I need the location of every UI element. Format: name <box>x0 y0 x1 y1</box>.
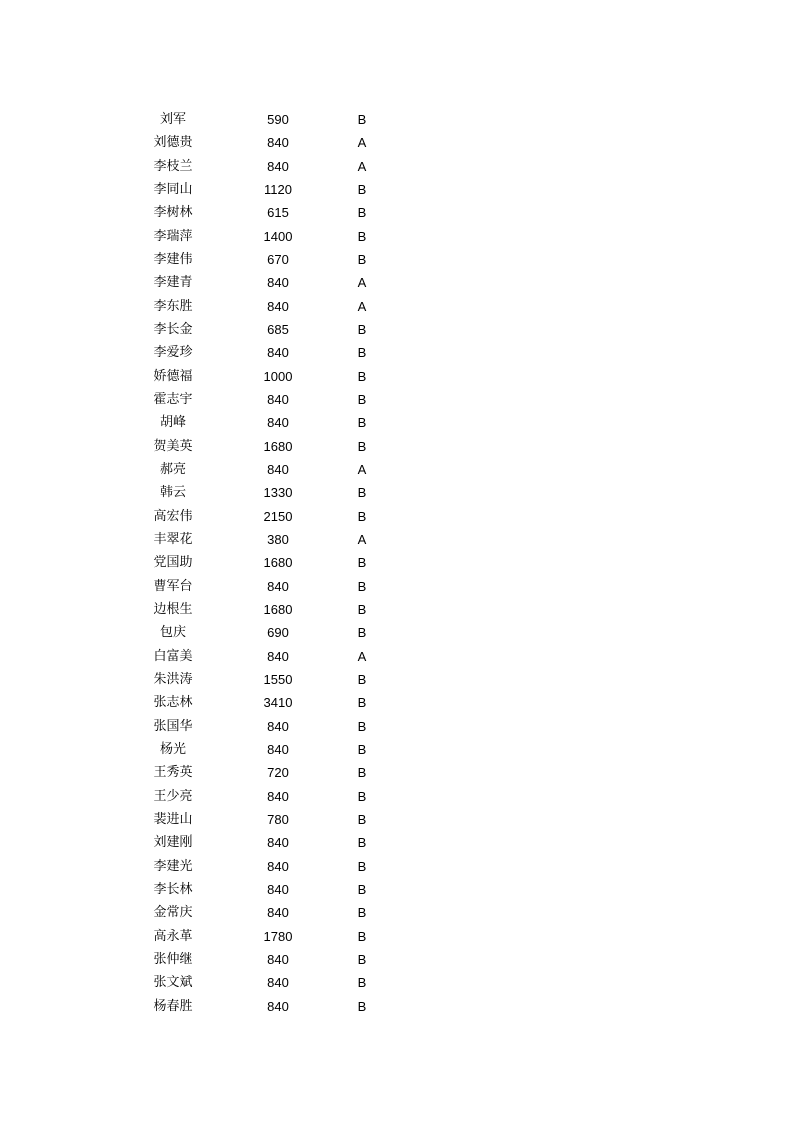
table-row <box>130 808 410 831</box>
amount-cell: 840 <box>267 835 289 851</box>
table-row <box>130 621 410 644</box>
amount-cell: 840 <box>267 881 289 897</box>
grade-cell: A <box>357 158 367 174</box>
name-cell: 李建青 <box>153 275 193 291</box>
amount-cell: 840 <box>267 648 289 664</box>
table-row <box>130 668 410 691</box>
grade-cell: B <box>357 578 367 594</box>
table-row <box>130 924 410 947</box>
amount-cell: 1680 <box>263 602 293 618</box>
amount-cell: 840 <box>267 998 289 1014</box>
grade-cell: B <box>357 228 367 244</box>
grade-cell: B <box>357 252 367 268</box>
amount-cell: 840 <box>267 951 289 967</box>
table-row <box>130 645 410 668</box>
name-cell: 包庆 <box>159 625 186 641</box>
table-row <box>130 365 410 388</box>
amount-cell: 1000 <box>263 368 293 384</box>
name-cell: 李长林 <box>153 881 193 897</box>
data-table <box>130 108 410 1018</box>
table-row <box>130 318 410 341</box>
table-row <box>130 761 410 784</box>
name-cell: 胡峰 <box>159 415 186 431</box>
amount-cell: 840 <box>267 858 289 874</box>
name-cell: 杨春胜 <box>153 998 193 1014</box>
table-row <box>130 575 410 598</box>
table-row <box>130 155 410 178</box>
table-row <box>130 528 410 551</box>
grade-cell: B <box>357 392 367 408</box>
grade-cell: B <box>357 998 367 1014</box>
amount-cell: 840 <box>267 742 289 758</box>
table-row <box>130 994 410 1017</box>
grade-cell: A <box>357 532 367 548</box>
grade-cell: A <box>357 462 367 478</box>
amount-cell: 380 <box>267 532 289 548</box>
grade-cell: A <box>357 648 367 664</box>
grade-cell: B <box>357 625 367 641</box>
amount-cell: 840 <box>267 462 289 478</box>
name-cell: 高永革 <box>153 928 193 944</box>
name-cell: 郝亮 <box>159 462 186 478</box>
name-cell: 刘建刚 <box>153 835 193 851</box>
amount-cell: 1680 <box>263 555 293 571</box>
name-cell: 白富美 <box>153 648 193 664</box>
grade-cell: A <box>357 298 367 314</box>
grade-cell: B <box>357 788 367 804</box>
amount-cell: 780 <box>267 812 289 827</box>
grade-cell: B <box>357 928 367 944</box>
table-row <box>130 691 410 714</box>
table-row <box>130 388 410 411</box>
name-cell: 李枝兰 <box>153 158 193 174</box>
grade-cell: A <box>357 275 367 291</box>
table-row <box>130 948 410 971</box>
amount-cell: 840 <box>267 718 289 734</box>
table-row <box>130 108 410 131</box>
grade-cell: B <box>357 602 367 618</box>
table-row <box>130 271 410 294</box>
table-row <box>130 878 410 901</box>
name-cell: 边根生 <box>153 602 193 618</box>
name-cell: 朱洪涛 <box>153 672 193 688</box>
name-cell: 李东胜 <box>153 298 193 314</box>
name-cell: 金常庆 <box>153 905 193 921</box>
name-cell: 刘德贵 <box>153 135 193 151</box>
amount-cell: 1330 <box>263 485 293 501</box>
amount-cell: 690 <box>267 625 289 641</box>
name-cell: 李建光 <box>153 858 193 874</box>
grade-cell: B <box>357 508 367 524</box>
name-cell: 霍志宇 <box>153 392 193 408</box>
name-cell: 刘军 <box>159 112 186 128</box>
amount-cell: 840 <box>267 298 289 314</box>
name-cell: 李瑞萍 <box>153 228 193 244</box>
amount-cell: 840 <box>267 415 289 431</box>
grade-cell: A <box>357 135 367 151</box>
amount-cell: 840 <box>267 158 289 174</box>
amount-cell: 840 <box>267 578 289 594</box>
amount-cell: 840 <box>267 788 289 804</box>
grade-cell: B <box>357 182 367 198</box>
amount-cell: 1680 <box>263 438 293 454</box>
table-row <box>130 225 410 248</box>
table-row <box>130 435 410 458</box>
name-cell: 李树林 <box>153 205 193 221</box>
name-cell: 王秀英 <box>153 765 193 781</box>
amount-cell: 840 <box>267 275 289 291</box>
name-cell: 李建伟 <box>153 252 193 268</box>
name-cell: 张志林 <box>153 695 193 711</box>
grade-cell: B <box>357 672 367 688</box>
grade-cell: B <box>357 765 367 781</box>
name-cell: 张国华 <box>153 718 193 734</box>
grade-cell: B <box>357 368 367 384</box>
amount-cell: 840 <box>267 135 289 151</box>
grade-cell: B <box>357 205 367 221</box>
table-row <box>130 598 410 621</box>
amount-cell: 1120 <box>264 182 292 198</box>
amount-cell: 685 <box>267 322 289 338</box>
table-row <box>130 505 410 528</box>
grade-cell: B <box>357 975 367 991</box>
grade-cell: B <box>357 485 367 501</box>
amount-cell: 670 <box>267 252 289 268</box>
amount-cell: 615 <box>267 205 289 221</box>
table-row <box>130 831 410 854</box>
amount-cell: 1550 <box>263 672 293 688</box>
table-row <box>130 855 410 878</box>
table-row <box>130 738 410 761</box>
grade-cell: B <box>357 718 367 734</box>
name-cell: 韩云 <box>159 485 186 501</box>
table-row <box>130 458 410 481</box>
amount-cell: 840 <box>267 905 289 921</box>
name-cell: 高宏伟 <box>153 508 193 524</box>
name-cell: 张仲继 <box>153 951 193 967</box>
amount-cell: 1780 <box>263 928 293 944</box>
name-cell: 李爱珍 <box>153 345 193 361</box>
amount-cell: 720 <box>267 765 289 781</box>
name-cell: 李同山 <box>153 182 193 198</box>
table-row <box>130 971 410 994</box>
table-row <box>130 295 410 318</box>
table-row <box>130 341 410 364</box>
name-cell: 王少亮 <box>153 788 193 804</box>
table-row <box>130 551 410 574</box>
table-row <box>130 411 410 434</box>
grade-cell: B <box>357 742 367 758</box>
name-cell: 张文斌 <box>153 975 193 991</box>
grade-cell: B <box>357 881 367 897</box>
name-cell: 裴进山 <box>153 812 193 827</box>
grade-cell: B <box>357 555 367 571</box>
grade-cell: B <box>357 345 367 361</box>
name-cell: 曹军台 <box>153 578 193 594</box>
table-row <box>130 178 410 201</box>
table-row <box>130 131 410 154</box>
table-row <box>130 201 410 224</box>
name-cell: 李长金 <box>153 322 193 338</box>
grade-cell: B <box>357 438 367 454</box>
amount-cell: 840 <box>267 392 289 408</box>
grade-cell: B <box>357 905 367 921</box>
grade-cell: B <box>357 112 367 128</box>
name-cell: 党国助 <box>153 555 193 571</box>
grade-cell: B <box>357 951 367 967</box>
grade-cell: B <box>357 322 367 338</box>
table-row <box>130 901 410 924</box>
name-cell: 杨光 <box>159 742 186 758</box>
name-cell: 丰翠花 <box>153 532 193 548</box>
name-cell: 娇德福 <box>153 368 193 384</box>
table-row <box>130 481 410 504</box>
grade-cell: B <box>357 695 367 711</box>
grade-cell: B <box>357 858 367 874</box>
amount-cell: 2150 <box>263 508 293 524</box>
name-cell: 贺美英 <box>153 438 193 454</box>
grade-cell: B <box>357 415 367 431</box>
grade-cell: B <box>357 812 367 827</box>
table-row <box>130 715 410 738</box>
amount-cell: 3410 <box>263 695 293 711</box>
grade-cell: B <box>357 835 367 851</box>
amount-cell: 590 <box>267 112 289 128</box>
amount-cell: 1400 <box>263 228 293 244</box>
table-row <box>130 248 410 271</box>
amount-cell: 840 <box>267 975 289 991</box>
amount-cell: 840 <box>267 345 289 361</box>
table-row <box>130 785 410 808</box>
